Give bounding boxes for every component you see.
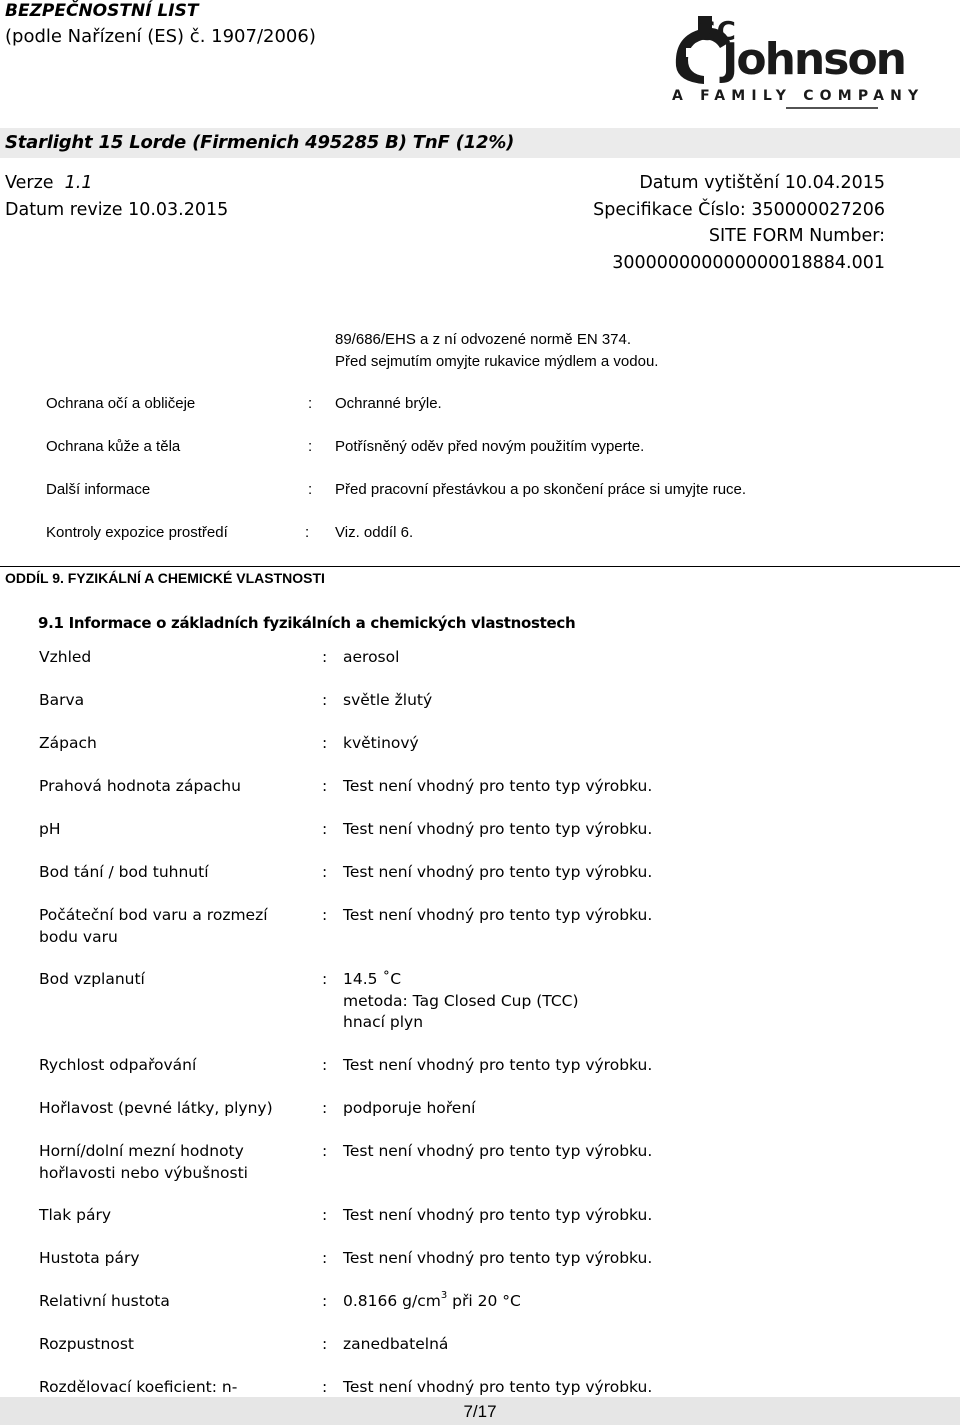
property-label: Barva: [39, 691, 85, 709]
colon: :: [322, 1206, 328, 1224]
spec-number: Specifikace Číslo: 350000027206: [593, 200, 885, 220]
property-label: Hořlavost (pevné látky, plyny): [39, 1099, 273, 1117]
colon: :: [322, 820, 328, 838]
control-value: Ochranné brýle.: [335, 395, 442, 412]
section-title: ODDÍL 9. FYZIKÁLNÍ A CHEMICKÉ VLASTNOSTI: [5, 570, 325, 586]
flash-point-method: metoda: Tag Closed Cup (TCC): [343, 991, 579, 1010]
revision-date: Datum revize 10.03.2015: [5, 200, 229, 220]
colon: :: [308, 481, 313, 498]
colon: :: [322, 906, 328, 924]
property-label: Rozpustnost: [39, 1335, 134, 1353]
control-value: Potřísněný oděv před novým použitím vyperte.: [335, 438, 645, 455]
colon: :: [322, 734, 328, 752]
property-value: Test není vhodný pro tento typ výrobku.: [343, 1378, 653, 1396]
flash-point-note: hnací plyn: [343, 1013, 424, 1031]
colon: :: [322, 1099, 328, 1117]
flash-point-value: 14.5 ˚C: [343, 970, 402, 988]
property-label: Hustota páry: [39, 1249, 140, 1267]
colon: :: [322, 648, 328, 666]
print-date: Datum vytištění 10.04.2015: [639, 173, 885, 193]
svg-text:SC: SC: [698, 17, 736, 47]
colon: :: [322, 1056, 328, 1074]
control-value: Před pracovní přestávkou a po skončení práce si umyjte ruce.: [335, 481, 747, 498]
property-value: Test není vhodný pro tento typ výrobku.: [343, 1206, 653, 1224]
colon: :: [322, 1378, 328, 1396]
property-value: Test není vhodný pro tento typ výrobku.: [343, 1142, 653, 1160]
colon: :: [322, 1142, 328, 1160]
density-value: 0.8166 g/cm: [343, 1292, 441, 1310]
document-title: BEZPEČNOSTNÍ LIST: [5, 1, 199, 21]
property-value: Test není vhodný pro tento typ výrobku.: [343, 1056, 653, 1074]
property-label: Rychlost odpařování: [39, 1056, 197, 1074]
property-value: zanedbatelná: [343, 1335, 449, 1353]
property-value: květinový: [343, 734, 419, 752]
product-name: Starlight 15 Lorde (Firmenich 495285 B) TnF (12%): [5, 132, 515, 153]
property-label: Bod vzplanutí: [39, 970, 145, 988]
colon: :: [322, 863, 328, 881]
property-value: aerosol: [343, 648, 400, 666]
control-label: Další informace: [46, 481, 151, 498]
property-label: Zápach: [39, 734, 97, 752]
control-row: [46, 481, 926, 503]
colon: :: [322, 691, 328, 709]
colon: :: [305, 524, 310, 541]
sc-johnson-logo: [668, 8, 925, 108]
density-condition: při 20 °C: [447, 1292, 521, 1310]
property-value: Test není vhodný pro tento typ výrobku.: [343, 863, 653, 881]
property-label: Prahová hodnota zápachu: [39, 777, 241, 795]
colon: :: [322, 970, 328, 988]
colon: :: [322, 1335, 328, 1353]
property-label: Tlak páry: [39, 1206, 112, 1224]
property-label: Horní/dolní mezní hodnoty hořlavosti nebo výbušnosti: [39, 1142, 248, 1182]
property-label: Bod tání / bod tuhnutí: [39, 863, 209, 881]
property-label: Rozdělovací koeficient: n-: [39, 1378, 238, 1396]
colon: :: [308, 395, 313, 412]
control-row: [46, 395, 926, 417]
control-label: Ochrana kůže a těla: [46, 438, 181, 455]
site-form-label: SITE FORM Number:: [708, 226, 885, 246]
property-value: [343, 1291, 521, 1313]
document-subtitle: (podle Nařízení (ES) č. 1907/2006): [5, 26, 316, 47]
property-label: Vzhled: [39, 648, 92, 666]
property-label: Relativní hustota: [39, 1292, 170, 1310]
property-value: světle žlutý: [343, 691, 433, 709]
property-value: Test není vhodný pro tento typ výrobku.: [343, 906, 653, 924]
density-exponent: 3: [440, 1289, 448, 1301]
property-value: Test není vhodný pro tento typ výrobku.: [343, 1249, 653, 1267]
page-number: 7/17: [463, 1402, 497, 1421]
colon: :: [322, 1249, 328, 1267]
property-value: podporuje hoření: [343, 1099, 476, 1117]
property-value: [343, 969, 579, 1034]
property-value: Test není vhodný pro tento typ výrobku.: [343, 777, 653, 795]
colon: :: [308, 438, 313, 455]
property-label: pH: [39, 820, 61, 838]
site-form-number: 300000000000000018884.001: [612, 253, 885, 273]
colon: :: [322, 777, 328, 795]
control-label: Kontroly expozice prostředí: [46, 524, 228, 541]
property-label: Počáteční bod varu a rozmezí bodu varu: [39, 906, 268, 946]
colon: :: [322, 1292, 328, 1310]
control-row: [46, 438, 926, 460]
version: [5, 170, 93, 196]
version-label: Verze: [5, 173, 54, 193]
continuation-line-2: Před sejmutím omyjte rukavice mýdlem a vodou.: [335, 353, 659, 370]
version-number: 1.1: [64, 173, 93, 193]
subsection-title: 9.1 Informace o základních fyzikálních a chemických vlastnostech: [38, 614, 576, 632]
logo-tagline: A FAMILY COMPANY: [672, 88, 925, 104]
control-row: [46, 524, 926, 546]
control-value: Viz. oddíl 6.: [335, 524, 414, 541]
property-value: Test není vhodný pro tento typ výrobku.: [343, 820, 653, 838]
section-divider: [0, 566, 960, 567]
control-label: Ochrana očí a obličeje: [46, 395, 196, 412]
logo-wordmark: Johnson: [722, 34, 905, 85]
continuation-line-1: 89/686/EHS a z ní odvozené normě EN 374.: [335, 331, 632, 348]
